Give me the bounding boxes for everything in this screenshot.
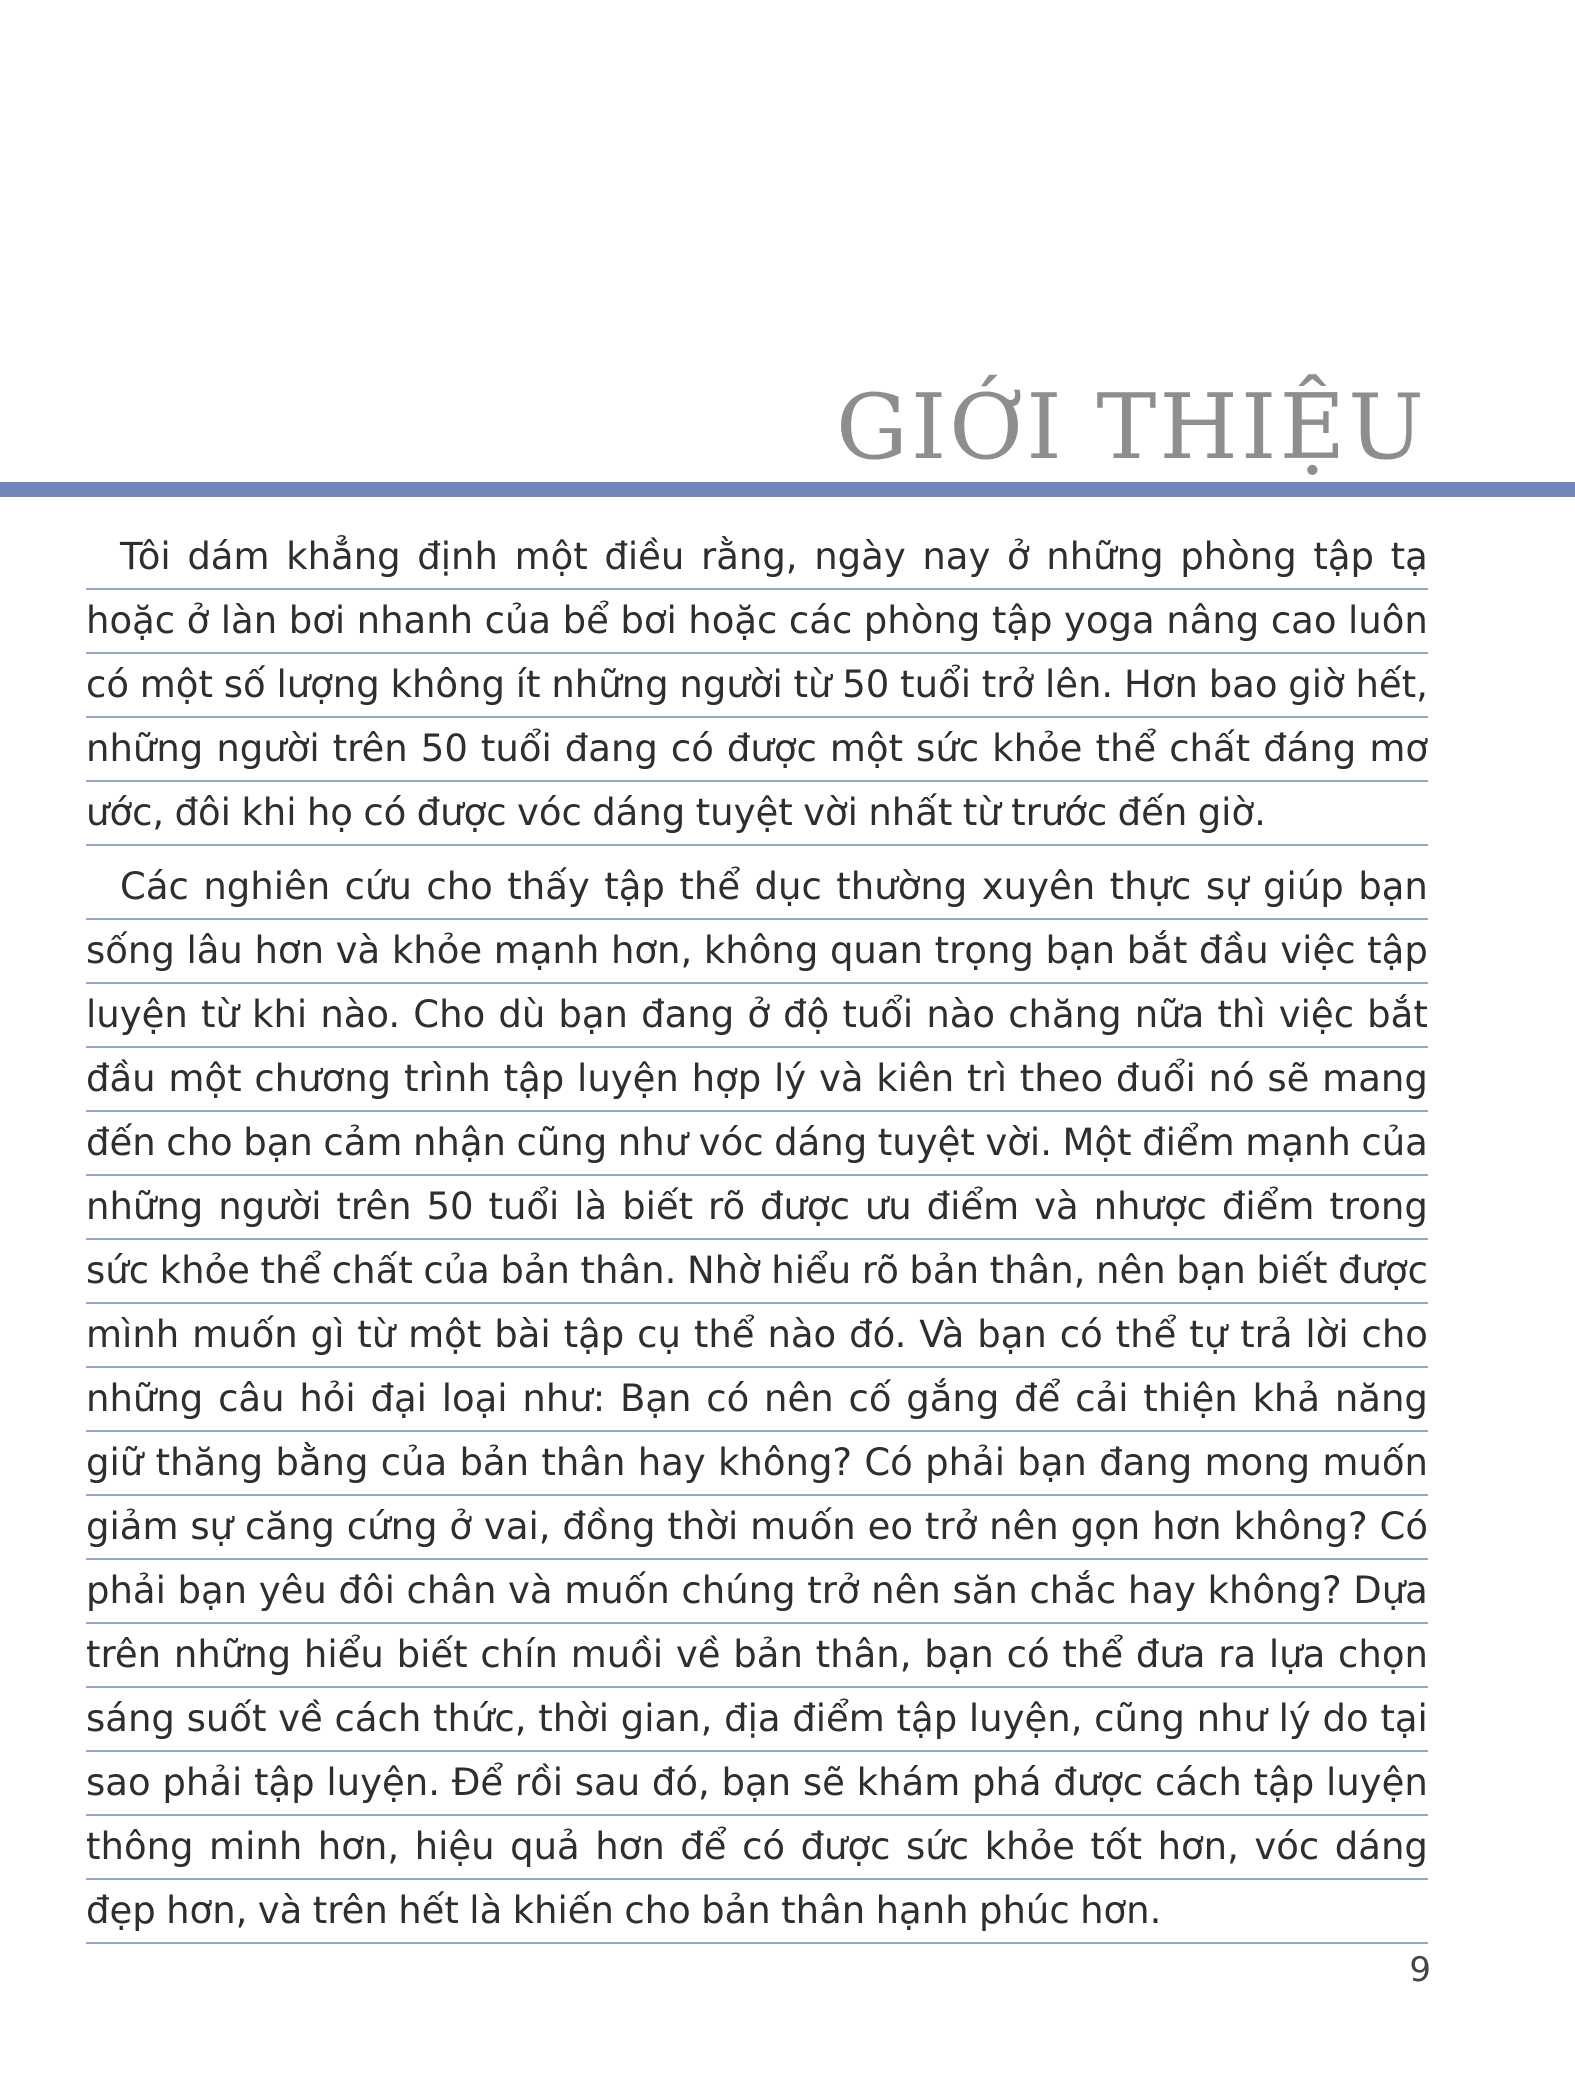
text-line: hoặc ở làn bơi nhanh của bể bơi hoặc các phòng tập yoga nâng cao luôn — [86, 590, 1428, 654]
text-line: những người trên 50 tuổi là biết rõ được ưu điểm và nhược điểm trong — [86, 1176, 1428, 1240]
text-line: phải bạn yêu đôi chân và muốn chúng trở nên săn chắc hay không? Dựa — [86, 1560, 1428, 1624]
body-text — [86, 526, 1428, 1944]
text-line: trên những hiểu biết chín muồi về bản thân, bạn có thể đưa ra lựa chọn — [86, 1624, 1428, 1688]
page-number: 9 — [1409, 1950, 1431, 1990]
text-line: Các nghiên cứu cho thấy tập thể dục thường xuyên thực sự giúp bạn — [86, 856, 1428, 920]
chapter-title: GIỚI THIỆU — [835, 375, 1427, 480]
text-line: sức khỏe thể chất của bản thân. Nhờ hiểu rõ bản thân, nên bạn biết được — [86, 1240, 1428, 1304]
text-line: đầu một chương trình tập luyện hợp lý và kiên trì theo đuổi nó sẽ mang — [86, 1048, 1428, 1112]
text-line: đẹp hơn, và trên hết là khiến cho bản thân hạnh phúc hơn. — [86, 1880, 1428, 1944]
text-line: đến cho bạn cảm nhận cũng như vóc dáng tuyệt vời. Một điểm mạnh của — [86, 1112, 1428, 1176]
paragraph-gap — [86, 846, 1428, 856]
text-line: Tôi dám khẳng định một điều rằng, ngày nay ở những phòng tập tạ — [86, 526, 1428, 590]
text-line: những câu hỏi đại loại như: Bạn có nên cố gắng để cải thiện khả năng — [86, 1368, 1428, 1432]
text-line: có một số lượng không ít những người từ 50 tuổi trở lên. Hơn bao giờ hết, — [86, 654, 1428, 718]
text-line: những người trên 50 tuổi đang có được một sức khỏe thể chất đáng mơ — [86, 718, 1428, 782]
text-line: ước, đôi khi họ có được vóc dáng tuyệt vời nhất từ trước đến giờ. — [86, 782, 1428, 846]
text-line: thông minh hơn, hiệu quả hơn để có được sức khỏe tốt hơn, vóc dáng — [86, 1816, 1428, 1880]
text-line: mình muốn gì từ một bài tập cụ thể nào đó. Và bạn có thể tự trả lời cho — [86, 1304, 1428, 1368]
text-line: giữ thăng bằng của bản thân hay không? Có phải bạn đang mong muốn — [86, 1432, 1428, 1496]
text-line: giảm sự căng cứng ở vai, đồng thời muốn eo trở nên gọn hơn không? Có — [86, 1496, 1428, 1560]
text-line: sống lâu hơn và khỏe mạnh hơn, không quan trọng bạn bắt đầu việc tập — [86, 920, 1428, 984]
title-underline-bar — [0, 482, 1575, 497]
text-line: sáng suốt về cách thức, thời gian, địa điểm tập luyện, cũng như lý do tại — [86, 1688, 1428, 1752]
text-line: luyện từ khi nào. Cho dù bạn đang ở độ tuổi nào chăng nữa thì việc bắt — [86, 984, 1428, 1048]
text-line: sao phải tập luyện. Để rồi sau đó, bạn sẽ khám phá được cách tập luyện — [86, 1752, 1428, 1816]
